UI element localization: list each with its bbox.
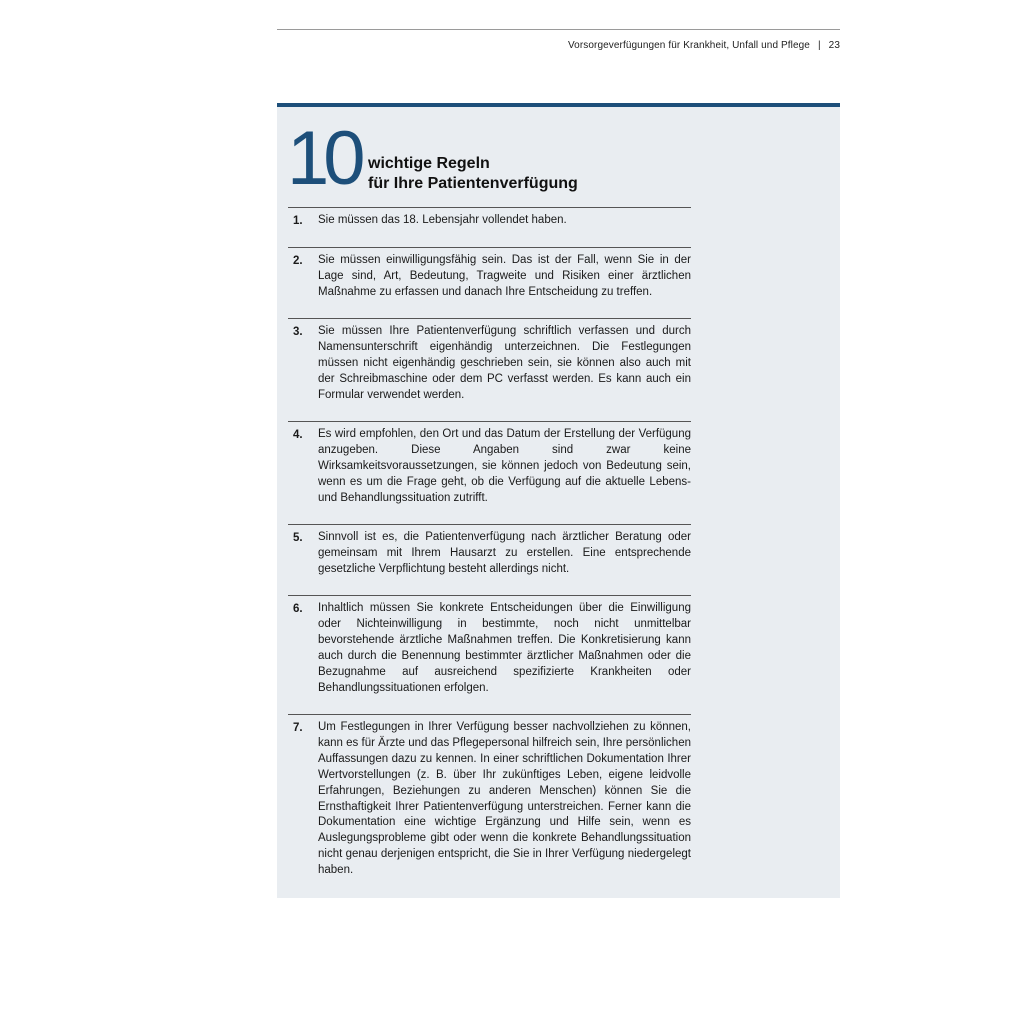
rule-item xyxy=(288,318,691,421)
page-number: 23 xyxy=(828,40,840,51)
rule-text: Sie müssen einwilligungsfähig sein. Das ist der Fall, wenn Sie in der Lage sind, Art, Bedeutung, Tragweite und Risiken einer ärztlichen Maßnahme zu erfassen und danach Ihre Entscheidung zu treffen. xyxy=(318,254,691,298)
rule-number: 5. xyxy=(293,532,303,544)
heading-line-2: für Ihre Patientenverfügung xyxy=(368,175,578,192)
rule-number: 4. xyxy=(293,429,303,441)
box-heading xyxy=(368,154,578,194)
rule-text: Sie müssen Ihre Patientenverfügung schriftlich verfassen und durch Namensunterschrift eigenhändig unterzeichnen. Die Festlegungen müssen nicht eigenhändig geschrieben sein, sie können also auch mit der Schreibmaschine oder dem PC verfasst werden. Es kann auch ein Formular verwendet werden. xyxy=(318,325,691,401)
big-number: 10 xyxy=(287,116,360,201)
rule-number: 1. xyxy=(293,215,303,227)
rule-item xyxy=(288,421,691,524)
rule-number: 2. xyxy=(293,255,303,267)
top-rule xyxy=(277,29,840,30)
rule-text: Sinnvoll ist es, die Patientenverfügung nach ärztlicher Beratung oder gemeinsam mit Ihrem Hausarzt zu erstellen. Eine entsprechende gesetzliche Verpflichtung besteht allerdings nicht. xyxy=(318,531,691,575)
rule-item xyxy=(288,524,691,595)
rule-item xyxy=(288,247,691,318)
rule-text: Sie müssen das 18. Lebensjahr vollendet haben. xyxy=(318,214,567,226)
heading-line-1: wichtige Regeln xyxy=(368,155,490,172)
running-header xyxy=(568,40,840,51)
rule-item xyxy=(288,714,691,884)
rule-item xyxy=(288,595,691,714)
rule-number: 3. xyxy=(293,326,303,338)
rules-list xyxy=(288,207,691,884)
rule-text: Inhaltlich müssen Sie konkrete Entscheidungen über die Einwilligung oder Nichteinwilligung in bestimmte, noch nicht unmittelbar bevorstehende ärztliche Maßnahmen treffen. Die Konkretisierung kann auch durch die Benennung bestimmter ärztlicher Maßnahmen oder die Bezugnahme auf ausreichend spezifizierte Krankheiten oder Behandlungssituationen erfolgen. xyxy=(318,602,691,694)
rules-box xyxy=(277,103,840,898)
header-separator: | xyxy=(817,40,821,51)
rule-text: Um Festlegungen in Ihrer Verfügung besser nachvollziehen zu können, kann es für Ärzte und das Pflegepersonal hilfreich sein, Ihre persönlichen Auffassungen dazu zu kennen. In einer schriftlichen Dokumentation Ihrer Wertvorstellungen (z. B. über Ihr zukünftiges Leben, eigene leidvolle Erfahrungen, Beziehungen zu anderen Menschen) können Sie die Ernsthaftigkeit Ihrer Patientenverfügung unterstreichen. Ferner kann die Dokumentation eine wichtige Ergänzung und Hilfe sein, wenn es Auslegungsprobleme gibt oder wenn die konkrete Behandlungssituation nicht genau derjenigen entspricht, die Sie in Ihrer Verfügung niedergelegt haben. xyxy=(318,721,691,877)
rule-number: 7. xyxy=(293,722,303,734)
running-title: Vorsorgeverfügungen für Krankheit, Unfall und Pflege xyxy=(567,40,810,51)
rule-text: Es wird empfohlen, den Ort und das Datum der Erstellung der Verfügung anzugeben. Diese Angaben sind zwar keine Wirksamkeitsvoraussetzungen, sie können jedoch von Bedeutung sein, wenn es um die Frage geht, ob die Verfügung auf die aktuelle Lebens- und Behandlungssituation zutrifft. xyxy=(318,428,691,504)
rule-item xyxy=(288,207,691,247)
rule-number: 6. xyxy=(293,603,303,615)
